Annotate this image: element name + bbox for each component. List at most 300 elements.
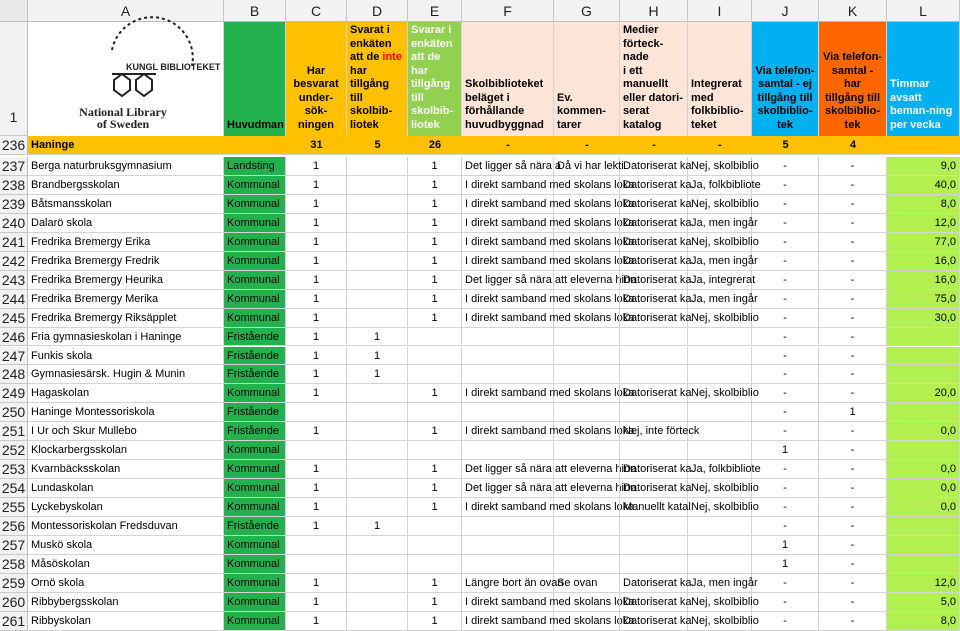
cell-kommentar[interactable] — [554, 290, 620, 309]
cell-telefon-ej[interactable]: - — [752, 309, 819, 328]
header-timmar[interactable]: Timmar avsatt beman-ning per vecka — [887, 22, 960, 136]
cell-belaget[interactable]: Det ligger så nära att eleverna hinn — [462, 479, 554, 498]
cell-telefon-har[interactable]: - — [819, 460, 887, 479]
cell-kommentar[interactable] — [554, 460, 620, 479]
cell-medier[interactable]: Manuellt katal — [620, 498, 688, 517]
cell-kommentar[interactable] — [554, 536, 620, 555]
cell-telefon-har[interactable]: - — [819, 347, 887, 366]
cell-svarar-har[interactable]: 1 — [408, 176, 462, 195]
cell-svarar-har[interactable] — [408, 403, 462, 422]
cell-huvudman[interactable]: Fristående — [224, 328, 286, 347]
cell-har-besvarat[interactable]: 1 — [286, 498, 347, 517]
cell-huvudman[interactable]: Kommunal — [224, 479, 286, 498]
cell-huvudman[interactable]: Kommunal — [224, 441, 286, 460]
summary-c[interactable]: 31 — [310, 139, 323, 151]
cell-kommentar[interactable] — [554, 479, 620, 498]
cell-svarat-inte[interactable] — [347, 271, 408, 290]
summary-g[interactable]: - — [585, 139, 589, 151]
cell-telefon-ej[interactable]: - — [752, 479, 819, 498]
cell-belaget[interactable]: Det ligger så nära att eleverna hinn — [462, 271, 554, 290]
cell-belaget[interactable]: Det ligger så nära att eleverna hinn — [462, 460, 554, 479]
cell-telefon-har[interactable]: - — [819, 328, 887, 347]
cell-har-besvarat[interactable]: 1 — [286, 309, 347, 328]
cell-medier[interactable]: Datoriserat ka — [620, 593, 688, 612]
cell-integrerat[interactable]: Nej, skolbiblio — [688, 309, 752, 328]
cell-timmar[interactable]: 8,0 — [887, 612, 960, 631]
row-header[interactable]: 257 — [0, 536, 28, 555]
cell-huvudman[interactable]: Fristående — [224, 422, 286, 441]
column-header-i[interactable]: I — [688, 0, 752, 22]
cell-svarar-har[interactable]: 1 — [408, 271, 462, 290]
cell-kommentar[interactable] — [554, 195, 620, 214]
cell-belaget[interactable]: I direkt samband med skolans loka — [462, 498, 554, 517]
cell-kommentar[interactable] — [554, 612, 620, 631]
column-header-a[interactable]: A — [28, 0, 224, 22]
cell-medier[interactable] — [620, 403, 688, 422]
cell-telefon-ej[interactable]: - — [752, 328, 819, 347]
cell-har-besvarat[interactable] — [286, 555, 347, 574]
cell-svarat-inte[interactable] — [347, 309, 408, 328]
cell-svarat-inte[interactable] — [347, 498, 408, 517]
cell-telefon-ej[interactable]: 1 — [752, 555, 819, 574]
cell-har-besvarat[interactable]: 1 — [286, 347, 347, 366]
cell-har-besvarat[interactable]: 1 — [286, 593, 347, 612]
cell-huvudman[interactable]: Kommunal — [224, 290, 286, 309]
cell-integrerat[interactable] — [688, 555, 752, 574]
cell-belaget[interactable] — [462, 555, 554, 574]
cell-svarat-inte[interactable] — [347, 593, 408, 612]
summary-k[interactable]: 4 — [849, 139, 857, 151]
cell-belaget[interactable]: I direkt samband med skolans loka — [462, 593, 554, 612]
cell-har-besvarat[interactable] — [286, 403, 347, 422]
header-skolbiblioteket-belaget[interactable]: Skolbiblioteket beläget i förhållande huvudbyggnad — [462, 22, 554, 136]
row-header[interactable]: 251 — [0, 422, 28, 441]
cell-huvudman[interactable]: Fristående — [224, 365, 286, 384]
cell-school-name[interactable]: Lyckebyskolan — [28, 498, 224, 517]
cell-svarar-har[interactable]: 1 — [408, 574, 462, 593]
cell-huvudman[interactable]: Kommunal — [224, 233, 286, 252]
cell-svarar-har[interactable] — [408, 536, 462, 555]
cell-timmar[interactable] — [887, 365, 960, 384]
cell-medier[interactable]: Datoriserat ka — [620, 290, 688, 309]
cell-har-besvarat[interactable]: 1 — [286, 252, 347, 271]
cell-kommentar[interactable] — [554, 441, 620, 460]
cell-timmar[interactable] — [887, 441, 960, 460]
cell-telefon-ej[interactable]: - — [752, 347, 819, 366]
cell-timmar[interactable]: 12,0 — [887, 214, 960, 233]
cell-telefon-har[interactable]: - — [819, 536, 887, 555]
cell-huvudman[interactable]: Landsting — [224, 157, 286, 176]
cell-timmar[interactable]: 40,0 — [887, 176, 960, 195]
cell-telefon-har[interactable]: - — [819, 365, 887, 384]
cell-belaget[interactable] — [462, 517, 554, 536]
cell-integrerat[interactable] — [688, 517, 752, 536]
cell-kommentar[interactable] — [554, 328, 620, 347]
cell-belaget[interactable]: Längre bort än ovan — [462, 574, 554, 593]
cell-medier[interactable]: Datoriserat ka — [620, 460, 688, 479]
cell-har-besvarat[interactable]: 1 — [286, 574, 347, 593]
summary-d[interactable]: 5 — [374, 139, 381, 151]
cell-huvudman[interactable]: Fristående — [224, 517, 286, 536]
cell-medier[interactable] — [620, 441, 688, 460]
cell-huvudman[interactable]: Kommunal — [224, 498, 286, 517]
summary-name[interactable]: Haninge — [31, 139, 75, 151]
cell-school-name[interactable]: Kvarnbäcksskolan — [28, 460, 224, 479]
cell-timmar[interactable]: 0,0 — [887, 460, 960, 479]
cell-school-name[interactable]: Funkis skola — [28, 347, 224, 366]
cell-integrerat[interactable]: Nej, skolbiblio — [688, 612, 752, 631]
cell-integrerat[interactable] — [688, 347, 752, 366]
row-header[interactable]: 261 — [0, 612, 28, 631]
cell-school-name[interactable]: Muskö skola — [28, 536, 224, 555]
cell-medier[interactable]: Datoriserat ka — [620, 574, 688, 593]
cell-har-besvarat[interactable] — [286, 441, 347, 460]
cell-telefon-har[interactable]: - — [819, 593, 887, 612]
cell-huvudman[interactable]: Kommunal — [224, 195, 286, 214]
cell-timmar[interactable]: 75,0 — [887, 290, 960, 309]
cell-telefon-har[interactable]: - — [819, 195, 887, 214]
cell-telefon-har[interactable]: - — [819, 252, 887, 271]
cell-belaget[interactable]: Det ligger så nära a — [462, 157, 554, 176]
cell-belaget[interactable] — [462, 328, 554, 347]
row-header[interactable]: 237 — [0, 157, 28, 176]
row-header[interactable]: 259 — [0, 574, 28, 593]
cell-medier[interactable]: Datoriserat ka — [620, 612, 688, 631]
cell-integrerat[interactable] — [688, 441, 752, 460]
cell-telefon-ej[interactable]: - — [752, 422, 819, 441]
cell-huvudman[interactable]: Kommunal — [224, 574, 286, 593]
cell-telefon-har[interactable]: - — [819, 214, 887, 233]
row-header[interactable]: 254 — [0, 479, 28, 498]
cell-telefon-ej[interactable]: - — [752, 252, 819, 271]
cell-svarar-har[interactable]: 1 — [408, 214, 462, 233]
cell-telefon-ej[interactable]: - — [752, 195, 819, 214]
cell-svarar-har[interactable]: 1 — [408, 252, 462, 271]
cell-belaget[interactable]: I direkt samband med skolans loka — [462, 309, 554, 328]
cell-telefon-ej[interactable]: - — [752, 498, 819, 517]
cell-medier[interactable]: Datoriserat ka — [620, 252, 688, 271]
cell-integrerat[interactable]: Ja, integrerat — [688, 271, 752, 290]
cell-kommentar[interactable] — [554, 555, 620, 574]
cell-svarar-har[interactable] — [408, 328, 462, 347]
cell-timmar[interactable]: 12,0 — [887, 574, 960, 593]
cell-har-besvarat[interactable]: 1 — [286, 157, 347, 176]
column-header-g[interactable]: G — [554, 0, 620, 22]
column-header-c[interactable]: C — [286, 0, 347, 22]
cell-telefon-ej[interactable]: 1 — [752, 536, 819, 555]
row-header[interactable]: 253 — [0, 460, 28, 479]
cell-medier[interactable] — [620, 365, 688, 384]
header-svarat-inte[interactable]: Svarat i enkäten att de inte har tillgång till skolbib- liotek — [347, 22, 408, 136]
header-medier[interactable]: Medier förteck-nade i ett manuellt eller datori- serat katalog — [620, 22, 688, 136]
cell-medier[interactable] — [620, 517, 688, 536]
cell-svarat-inte[interactable] — [347, 384, 408, 403]
column-header-k[interactable]: K — [819, 0, 887, 22]
cell-har-besvarat[interactable]: 1 — [286, 195, 347, 214]
cell-telefon-ej[interactable]: - — [752, 460, 819, 479]
cell-belaget[interactable]: I direkt samband med skolans loka — [462, 176, 554, 195]
cell-huvudman[interactable]: Kommunal — [224, 612, 286, 631]
cell-huvudman[interactable]: Kommunal — [224, 460, 286, 479]
cell-timmar[interactable]: 77,0 — [887, 233, 960, 252]
cell-huvudman[interactable]: Kommunal — [224, 536, 286, 555]
cell-huvudman[interactable]: Kommunal — [224, 555, 286, 574]
cell-school-name[interactable]: Ornö skola — [28, 574, 224, 593]
cell-integrerat[interactable]: Ja, men ingår — [688, 214, 752, 233]
cell-kommentar[interactable] — [554, 498, 620, 517]
cell-belaget[interactable]: I direkt samband med skolans loka — [462, 214, 554, 233]
column-header-h[interactable]: H — [620, 0, 688, 22]
cell-har-besvarat[interactable]: 1 — [286, 517, 347, 536]
cell-telefon-har[interactable]: - — [819, 574, 887, 593]
cell-medier[interactable] — [620, 536, 688, 555]
cell-telefon-ej[interactable]: - — [752, 365, 819, 384]
cell-telefon-har[interactable]: - — [819, 441, 887, 460]
cell-school-name[interactable]: I Ur och Skur Mullebo — [28, 422, 224, 441]
column-header-l[interactable]: L — [887, 0, 960, 22]
cell-kommentar[interactable] — [554, 347, 620, 366]
cell-medier[interactable]: Datoriserat ka — [620, 214, 688, 233]
cell-svarar-har[interactable]: 1 — [408, 384, 462, 403]
cell-telefon-ej[interactable]: - — [752, 233, 819, 252]
cell-kommentar[interactable]: Se ovan — [554, 574, 620, 593]
cell-svarat-inte[interactable]: 1 — [347, 517, 408, 536]
cell-huvudman[interactable]: Kommunal — [224, 252, 286, 271]
cell-medier[interactable]: Datoriserat ka — [620, 384, 688, 403]
cell-svarar-har[interactable]: 1 — [408, 157, 462, 176]
cell-integrerat[interactable]: Nej, skolbiblio — [688, 157, 752, 176]
header-har-besvarat[interactable]: Har besvarat under-sök- ningen — [286, 22, 347, 136]
cell-telefon-ej[interactable]: - — [752, 290, 819, 309]
cell-telefon-har[interactable]: - — [819, 271, 887, 290]
cell-svarat-inte[interactable] — [347, 612, 408, 631]
cell-telefon-har[interactable]: 1 — [819, 403, 887, 422]
cell-belaget[interactable] — [462, 347, 554, 366]
cell-svarar-har[interactable]: 1 — [408, 290, 462, 309]
cell-har-besvarat[interactable]: 1 — [286, 176, 347, 195]
cell-huvudman[interactable]: Kommunal — [224, 384, 286, 403]
cell-telefon-har[interactable]: - — [819, 290, 887, 309]
cell-svarat-inte[interactable] — [347, 214, 408, 233]
cell-svarar-har[interactable] — [408, 365, 462, 384]
cell-telefon-ej[interactable]: - — [752, 612, 819, 631]
cell-svarat-inte[interactable] — [347, 157, 408, 176]
cell-svarar-har[interactable]: 1 — [408, 479, 462, 498]
cell-svarat-inte[interactable] — [347, 176, 408, 195]
cell-svarar-har[interactable]: 1 — [408, 612, 462, 631]
row-header[interactable]: 258 — [0, 555, 28, 574]
cell-integrerat[interactable] — [688, 328, 752, 347]
cell-timmar[interactable]: 0,0 — [887, 498, 960, 517]
cell-har-besvarat[interactable] — [286, 536, 347, 555]
cell-school-name[interactable]: Haninge Montessoriskola — [28, 403, 224, 422]
cell-integrerat[interactable]: Nej, skolbiblio — [688, 233, 752, 252]
row-header[interactable]: 244 — [0, 290, 28, 309]
header-huvudman[interactable]: Huvudman — [224, 22, 286, 136]
row-header[interactable]: 252 — [0, 441, 28, 460]
cell-kommentar[interactable] — [554, 384, 620, 403]
cell-telefon-ej[interactable]: - — [752, 574, 819, 593]
row-header[interactable]: 250 — [0, 403, 28, 422]
cell-integrerat[interactable]: Nej, skolbiblio — [688, 498, 752, 517]
cell-timmar[interactable] — [887, 517, 960, 536]
header-integrerat[interactable]: Integrerat med folkbiblio- teket — [688, 22, 752, 136]
cell-svarat-inte[interactable] — [347, 233, 408, 252]
cell-integrerat[interactable]: Ja, men ingår — [688, 252, 752, 271]
cell-school-name[interactable]: Hagaskolan — [28, 384, 224, 403]
cell-timmar[interactable] — [887, 347, 960, 366]
cell-integrerat[interactable]: Nej, skolbiblio — [688, 195, 752, 214]
cell-telefon-ej[interactable]: - — [752, 271, 819, 290]
cell-school-name[interactable]: Båtsmansskolan — [28, 195, 224, 214]
cell-belaget[interactable]: I direkt samband med skolans loka — [462, 384, 554, 403]
header-via-telefon-ej[interactable]: Via telefon- samtal - ej tillgång till skolbiblio- tek — [752, 22, 819, 136]
cell-svarar-har[interactable]: 1 — [408, 593, 462, 612]
cell-belaget[interactable]: I direkt samband med skolans loka — [462, 612, 554, 631]
cell-kommentar[interactable] — [554, 214, 620, 233]
summary-f[interactable]: - — [506, 139, 510, 151]
cell-medier[interactable] — [620, 328, 688, 347]
cell-svarat-inte[interactable] — [347, 574, 408, 593]
row-header[interactable]: 241 — [0, 233, 28, 252]
cell-har-besvarat[interactable]: 1 — [286, 479, 347, 498]
cell-belaget[interactable]: I direkt samband med skolans loka — [462, 195, 554, 214]
cell-telefon-ej[interactable]: - — [752, 214, 819, 233]
cell-school-name[interactable]: Montessoriskolan Fredsduvan — [28, 517, 224, 536]
cell-kommentar[interactable] — [554, 176, 620, 195]
cell-svarar-har[interactable]: 1 — [408, 422, 462, 441]
cell-medier[interactable] — [620, 555, 688, 574]
column-header-j[interactable]: J — [752, 0, 819, 22]
cell-har-besvarat[interactable]: 1 — [286, 271, 347, 290]
summary-j[interactable]: 5 — [782, 139, 789, 151]
cell-telefon-ej[interactable]: 1 — [752, 441, 819, 460]
cell-integrerat[interactable]: Ja, folkbibliote — [688, 460, 752, 479]
cell-svarat-inte[interactable] — [347, 441, 408, 460]
cell-svarat-inte[interactable]: 1 — [347, 365, 408, 384]
cell-kommentar[interactable] — [554, 252, 620, 271]
cell-medier[interactable]: Datoriserat ka — [620, 479, 688, 498]
cell-school-name[interactable]: Lundaskolan — [28, 479, 224, 498]
cell-school-name[interactable]: Fredrika Bremergy Fredrik — [28, 252, 224, 271]
cell-svarat-inte[interactable] — [347, 422, 408, 441]
cell-school-name[interactable]: Fredrika Bremergy Erika — [28, 233, 224, 252]
cell-svarar-har[interactable]: 1 — [408, 460, 462, 479]
cell-medier[interactable]: Datoriserat ka — [620, 176, 688, 195]
cell-svarar-har[interactable] — [408, 441, 462, 460]
cell-school-name[interactable]: Måsöskolan — [28, 555, 224, 574]
cell-integrerat[interactable]: Nej, skolbiblio — [688, 593, 752, 612]
cell-belaget[interactable]: I direkt samband med skolans loka — [462, 233, 554, 252]
cell-timmar[interactable]: 5,0 — [887, 593, 960, 612]
cell-timmar[interactable]: 20,0 — [887, 384, 960, 403]
cell-timmar[interactable]: 16,0 — [887, 252, 960, 271]
cell-school-name[interactable]: Fredrika Bremergy Riksäpplet — [28, 309, 224, 328]
row-header[interactable]: 256 — [0, 517, 28, 536]
cell-telefon-har[interactable]: - — [819, 309, 887, 328]
row-header[interactable]: 238 — [0, 176, 28, 195]
cell-timmar[interactable] — [887, 555, 960, 574]
cell-belaget[interactable]: I direkt samband med skolans loka — [462, 422, 554, 441]
cell-kommentar[interactable] — [554, 309, 620, 328]
cell-school-name[interactable]: Ribbyskolan — [28, 612, 224, 631]
row-header[interactable]: 240 — [0, 214, 28, 233]
cell-school-name[interactable]: Fria gymnasieskolan i Haninge — [28, 328, 224, 347]
cell-medier[interactable]: Datoriserat ka — [620, 309, 688, 328]
cell-telefon-har[interactable]: - — [819, 233, 887, 252]
cell-kommentar[interactable] — [554, 593, 620, 612]
cell-timmar[interactable]: 8,0 — [887, 195, 960, 214]
cell-svarar-har[interactable]: 1 — [408, 309, 462, 328]
cell-timmar[interactable] — [887, 536, 960, 555]
cell-school-name[interactable]: Ribbybergsskolan — [28, 593, 224, 612]
cell-svarar-har[interactable]: 1 — [408, 498, 462, 517]
cell-svarar-har[interactable] — [408, 347, 462, 366]
cell-har-besvarat[interactable]: 1 — [286, 460, 347, 479]
column-header-f[interactable]: F — [462, 0, 554, 22]
cell-huvudman[interactable]: Kommunal — [224, 271, 286, 290]
cell-belaget[interactable] — [462, 403, 554, 422]
cell-huvudman[interactable]: Fristående — [224, 347, 286, 366]
cell-kommentar[interactable] — [554, 233, 620, 252]
row-header[interactable]: 247 — [0, 347, 28, 366]
cell-svarar-har[interactable]: 1 — [408, 233, 462, 252]
cell-medier[interactable]: Datoriserat ka — [620, 271, 688, 290]
cell-har-besvarat[interactable]: 1 — [286, 365, 347, 384]
cell-svarat-inte[interactable] — [347, 252, 408, 271]
row-header[interactable]: 243 — [0, 271, 28, 290]
cell-medier[interactable] — [620, 347, 688, 366]
cell-belaget[interactable] — [462, 365, 554, 384]
cell-har-besvarat[interactable]: 1 — [286, 214, 347, 233]
cell-telefon-ej[interactable]: - — [752, 176, 819, 195]
cell-svarat-inte[interactable] — [347, 460, 408, 479]
cell-timmar[interactable]: 16,0 — [887, 271, 960, 290]
cell-telefon-ej[interactable]: - — [752, 403, 819, 422]
cell-telefon-har[interactable]: - — [819, 384, 887, 403]
cell-har-besvarat[interactable]: 1 — [286, 328, 347, 347]
cell-timmar[interactable] — [887, 328, 960, 347]
cell-timmar[interactable]: 30,0 — [887, 309, 960, 328]
cell-integrerat[interactable] — [688, 403, 752, 422]
cell-kommentar[interactable] — [554, 517, 620, 536]
cell-kommentar[interactable] — [554, 271, 620, 290]
cell-telefon-har[interactable]: - — [819, 612, 887, 631]
cell-svarat-inte[interactable]: 1 — [347, 347, 408, 366]
cell-svarat-inte[interactable]: 1 — [347, 328, 408, 347]
cell-svarat-inte[interactable] — [347, 479, 408, 498]
cell-huvudman[interactable]: Fristående — [224, 403, 286, 422]
select-all-corner[interactable] — [0, 0, 28, 22]
cell-school-name[interactable]: Fredrika Bremergy Merika — [28, 290, 224, 309]
cell-telefon-har[interactable]: - — [819, 498, 887, 517]
cell-school-name[interactable]: Brandbergsskolan — [28, 176, 224, 195]
cell-svarat-inte[interactable] — [347, 555, 408, 574]
cell-huvudman[interactable]: Kommunal — [224, 593, 286, 612]
cell-medier[interactable]: Datoriserat ka — [620, 233, 688, 252]
cell-timmar[interactable]: 0,0 — [887, 422, 960, 441]
cell-medier[interactable]: Datoriserat ka — [620, 195, 688, 214]
row-header[interactable]: 236 — [0, 136, 28, 155]
cell-svarar-har[interactable] — [408, 555, 462, 574]
cell-telefon-har[interactable]: - — [819, 479, 887, 498]
row-header[interactable]: 260 — [0, 593, 28, 612]
cell-school-name[interactable]: Berga naturbruksgymnasium — [28, 157, 224, 176]
row-header[interactable]: 246 — [0, 328, 28, 347]
cell-belaget[interactable] — [462, 536, 554, 555]
cell-telefon-ej[interactable]: - — [752, 517, 819, 536]
cell-integrerat[interactable] — [688, 365, 752, 384]
